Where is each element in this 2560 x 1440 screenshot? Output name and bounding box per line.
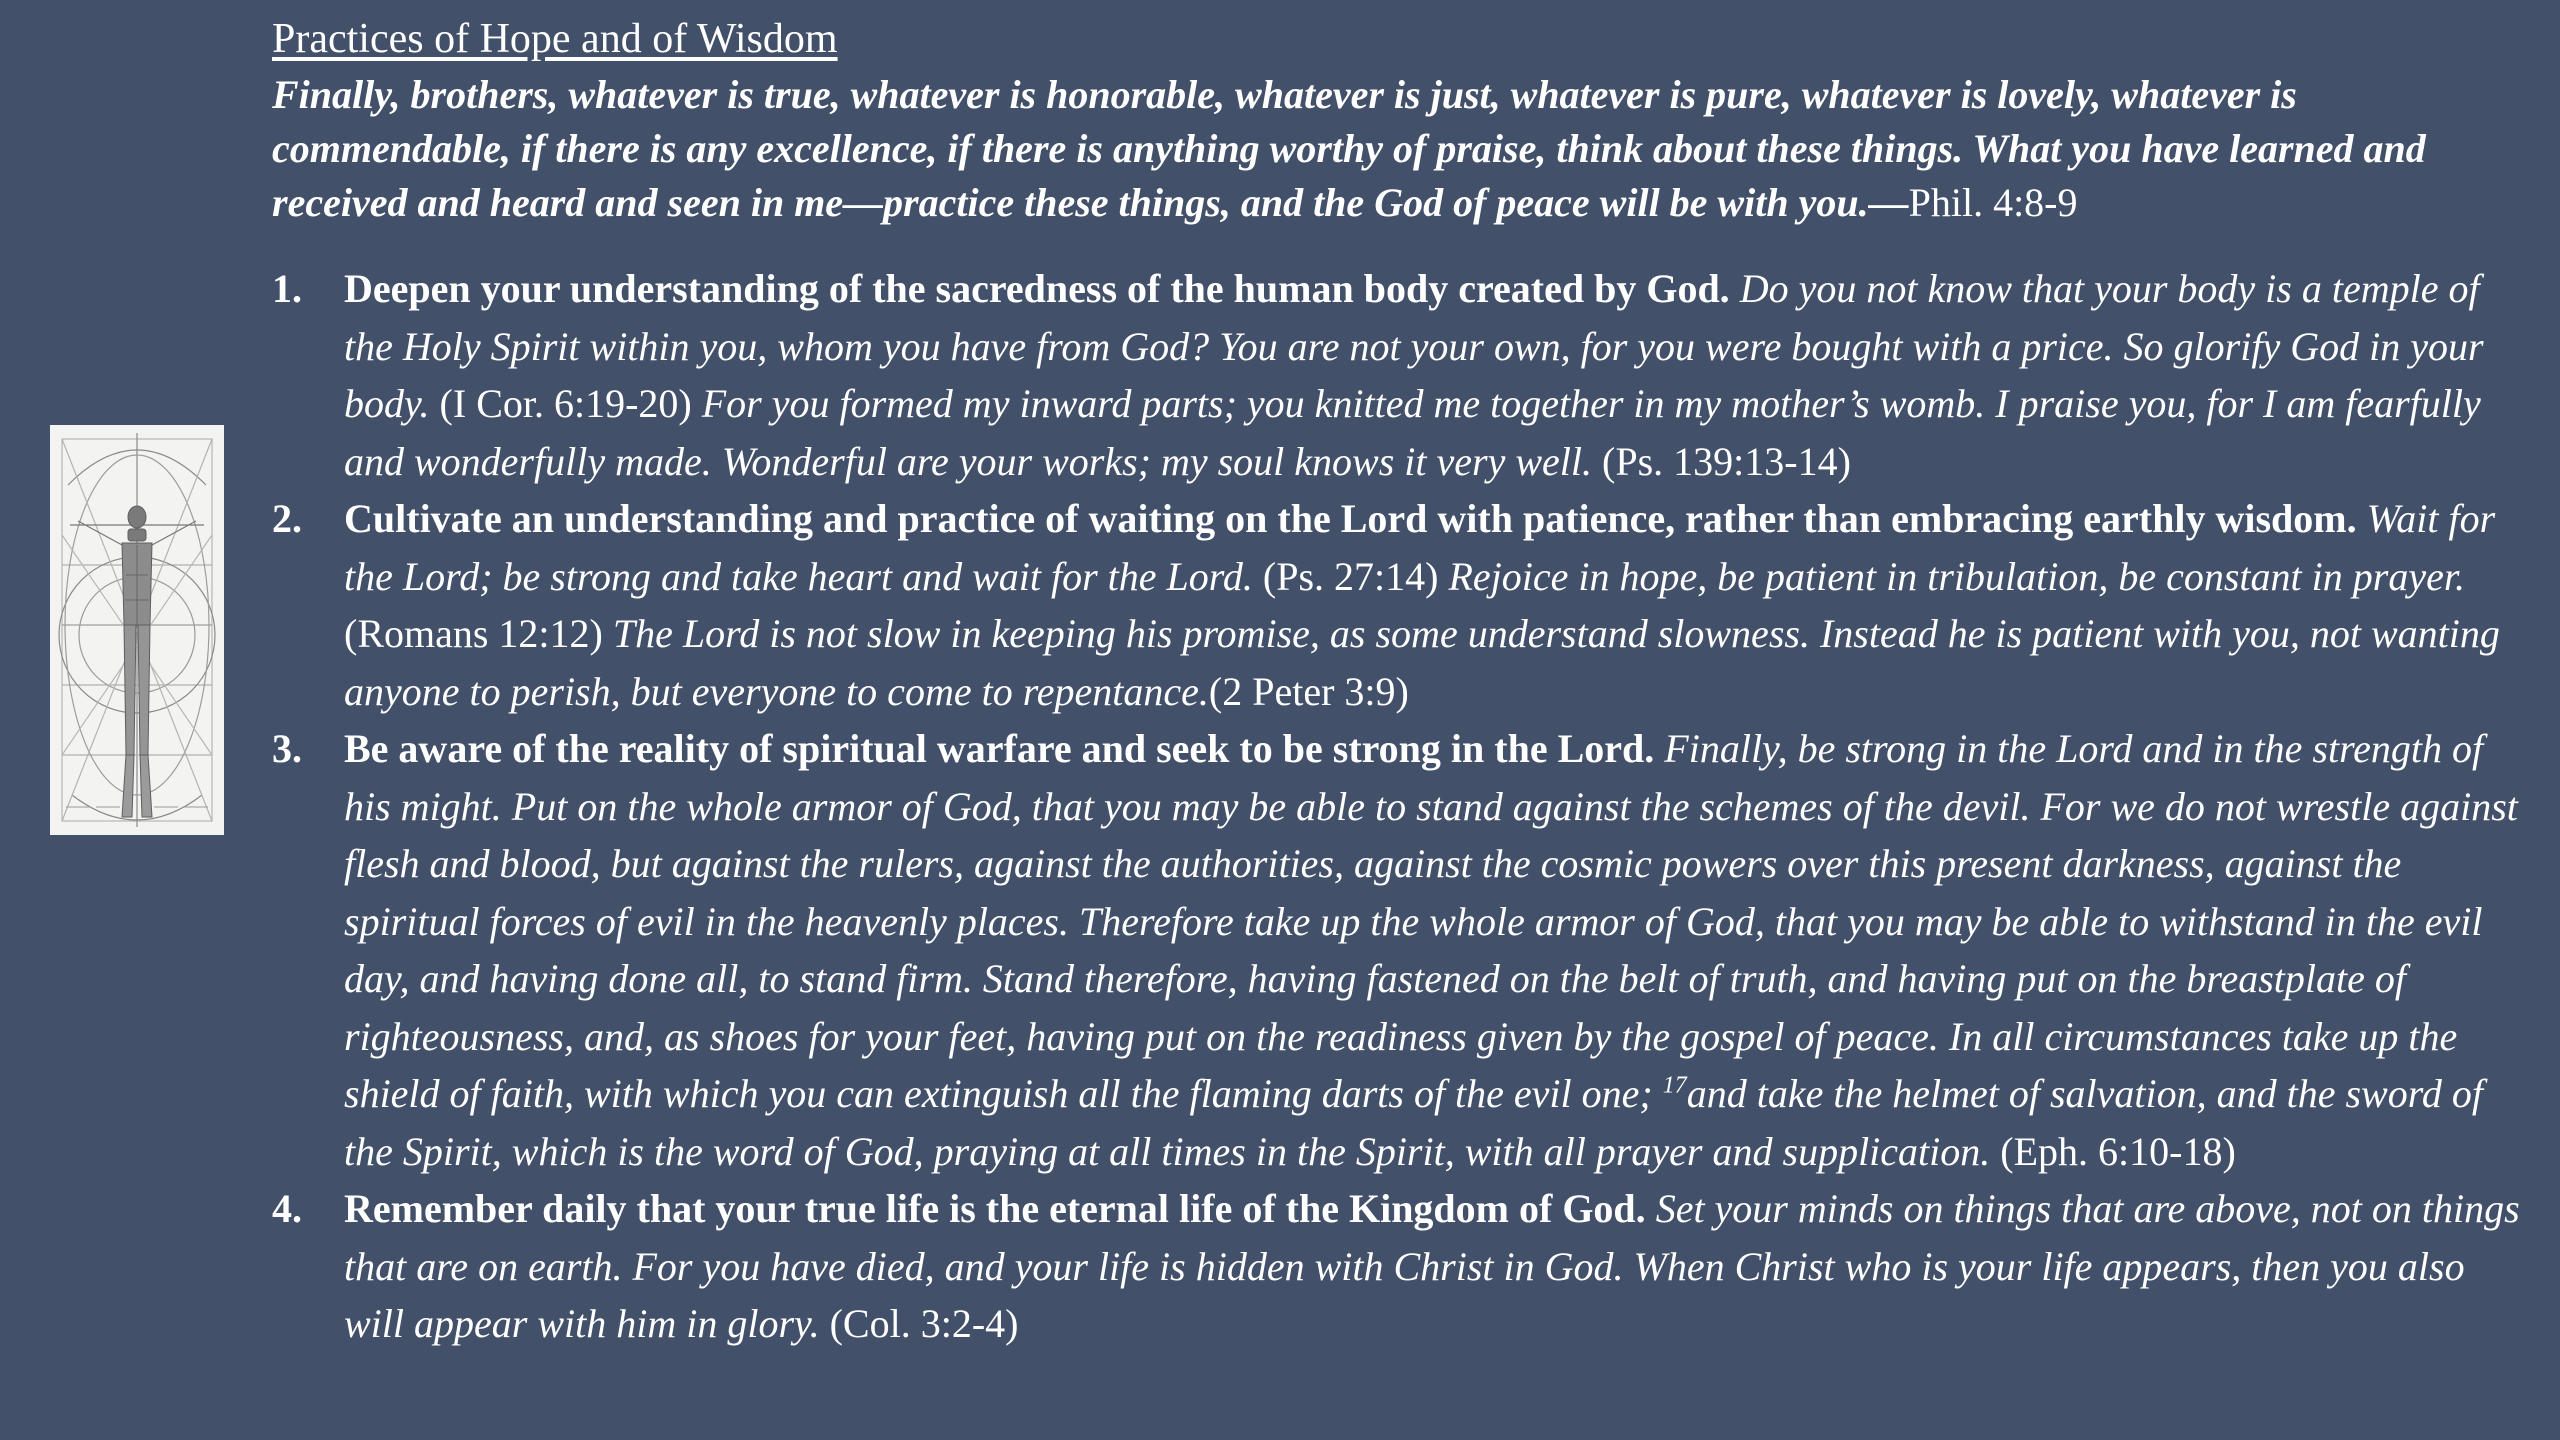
item-number: 1. (272, 266, 302, 311)
item-heading: Deepen your understanding of the sacredness of the human body created by God. (344, 266, 1730, 311)
epigraph (272, 68, 2534, 230)
vitruvian-man-drawing (50, 425, 224, 835)
scripture-citation: (I Cor. 6:19-20) (439, 381, 692, 426)
scripture-citation: (Col. 3:2-4) (829, 1301, 1019, 1346)
scripture-citation: (Ps. 27:14) (1262, 553, 1439, 599)
scripture-quote: and take the helmet of salvation, and the sword of the Spirit, which is the word of God, praying at all times in the Spirit, with all prayer and supplication. (344, 1071, 2483, 1174)
main-content (272, 10, 2534, 1353)
scripture-citation: (2 Peter 3:9) (1208, 668, 1409, 714)
item-number: 4. (272, 1186, 302, 1231)
scripture-quote: For you formed my inward parts; you knitted me together in my mother’s womb. I praise you, for I am fearfully and wonderfully made. Wonderful are your works; my soul knows it very well. (344, 381, 2481, 484)
scripture-quote: Finally, be strong in the Lord and in the strength of his might. Put on the whole armor of God, that you may be able to stand against the schemes of the devil. For we do not wrestle against flesh and blood, but against the rulers, against the authorities, against the cosmic powers over this present darkness, against the spiritual forces of evil in the heavenly places. Therefore take up the whole armor of God, that you may be able to withstand in the evil day, and having done all, to stand firm. Stand therefore, having fastened on the belt of truth, and having put on the breastplate of righteousness, and, as shoes for your feet, having put on the readiness given by the gospel of peace. In all circumstances take up the shield of faith, with which you can extinguish all the flaming darts of the evil one; (344, 726, 2518, 1116)
item-heading: Cultivate an understanding and practice of waiting on the Lord with patience, rather than embracing earthly wisdom. (344, 496, 2357, 541)
scripture-quote: Do you not know that your body is a temple of the Holy Spirit within you, whom you have from God? You are not your own, for you were bought with a price. So glorify God in your body. (344, 266, 2484, 426)
item-heading: Remember daily that your true life is the eternal life of the Kingdom of God. (344, 1186, 1646, 1231)
scripture-citation: (Eph. 6:10-18) (2000, 1128, 2236, 1174)
item-heading: Be aware of the reality of spiritual warfare and seek to be strong in the Lord. (344, 726, 1655, 771)
practice-item-2 (272, 490, 2534, 720)
footnote-marker: 17 (1662, 1072, 1687, 1099)
scripture-citation: (Romans 12:12) (344, 611, 603, 656)
practices-list (272, 260, 2534, 1353)
scripture-citation: (Ps. 139:13-14) (1602, 438, 1851, 484)
scripture-quote: Rejoice in hope, be patient in tribulation, be constant in prayer. (1448, 553, 2465, 599)
scripture-quote: Wait for the Lord; be strong and take heart and wait for the Lord. (344, 496, 2496, 599)
item-number: 3. (272, 726, 302, 771)
practice-item-1 (272, 260, 2534, 490)
scripture-quote: The Lord is not slow in keeping his promise, as some understand slowness. Instead he is patient with you, not wanting anyone to perish, but everyone to come to repentance. (344, 611, 2500, 714)
page-title: Practices of Hope and of Wisdom (272, 16, 838, 62)
practice-item-3 (272, 720, 2534, 1180)
epigraph-text: Finally, brothers, whatever is true, whatever is honorable, whatever is just, whatever is pure, whatever is lovely, whatever is commendable, if there is any excellence, if there is anything worthy of praise, think about these things. What you have learned and received and heard and seen in me—practice these things, and the God of peace will be with you.— (272, 72, 2426, 225)
item-number: 2. (272, 496, 302, 541)
epigraph-reference: Phil. 4:8-9 (1908, 180, 2078, 225)
scripture-quote: Set your minds on things that are above, not on things that are on earth. For you have died, and your life is hidden with Christ in God. When Christ who is your life appears, then you also will appear with him in glory. (344, 1186, 2520, 1346)
practice-item-4 (272, 1180, 2534, 1353)
vitruvian-man-icon (50, 425, 224, 835)
